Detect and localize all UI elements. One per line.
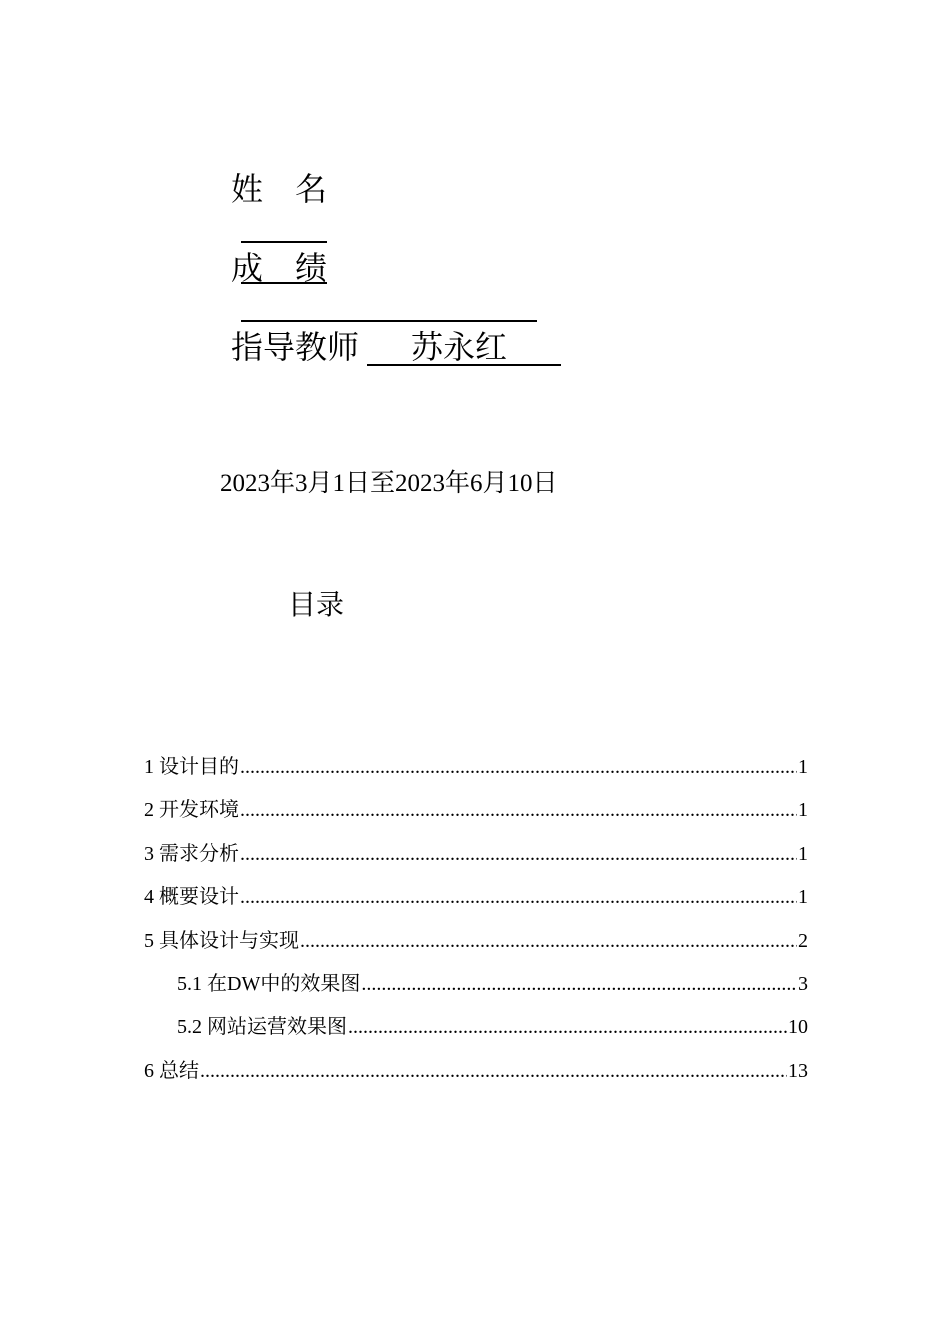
toc-item-page: 10 <box>788 1016 808 1039</box>
toc-item-text: 5 具体设计与实现 <box>144 929 299 952</box>
toc-item-overview-design[interactable] <box>144 882 808 925</box>
toc-item-text: 1 设计目的 <box>144 756 239 778</box>
teacher-label: 指导教师 <box>231 329 360 365</box>
toc-item-page: 1 <box>798 756 808 778</box>
toc-item-detailed-design[interactable] <box>144 926 808 969</box>
toc-item-dw-effect[interactable] <box>144 969 808 1012</box>
name-label: 姓 名 <box>231 171 328 207</box>
toc-leader-dots <box>348 1012 787 1042</box>
toc-item-site-operation[interactable] <box>144 1012 808 1055</box>
toc-item-text: 6 总结 <box>144 1059 199 1082</box>
teacher-field <box>215 287 561 367</box>
toc-item-text: 2 开发环境 <box>144 799 239 822</box>
toc-leader-dots <box>240 795 797 825</box>
toc-leader-dots <box>240 752 797 782</box>
grade-label: 成 绩 <box>231 250 328 286</box>
toc-leader-dots <box>240 882 797 912</box>
toc-leader-dots <box>240 839 797 869</box>
toc-item-page: 1 <box>798 842 808 865</box>
toc-item-page: 13 <box>788 1059 808 1082</box>
toc-item-dev-environment[interactable] <box>144 795 808 838</box>
date-range: 2023年3月1日至2023年6月10日 <box>220 470 558 497</box>
toc-title: 目录 <box>288 590 345 621</box>
toc-item-text: 4 概要设计 <box>144 886 239 909</box>
toc-item-design-purpose[interactable] <box>144 752 808 795</box>
teacher-name: 苏永红 <box>367 330 561 366</box>
toc-item-summary[interactable] <box>144 1056 808 1099</box>
toc-item-text: 5.2 网站运营效果图 <box>177 1016 347 1039</box>
toc-item-page: 1 <box>798 886 808 909</box>
toc-leader-dots <box>300 926 797 956</box>
toc-item-text: 3 需求分析 <box>144 842 239 865</box>
toc-item-page: 3 <box>798 972 808 995</box>
toc-item-requirements[interactable] <box>144 839 808 882</box>
table-of-contents <box>144 752 808 1099</box>
toc-item-text: 5.1 在DW中的效果图 <box>177 972 361 995</box>
toc-leader-dots <box>361 969 797 999</box>
toc-leader-dots <box>200 1056 787 1086</box>
toc-item-page: 1 <box>798 799 808 822</box>
toc-item-page: 2 <box>798 929 808 952</box>
